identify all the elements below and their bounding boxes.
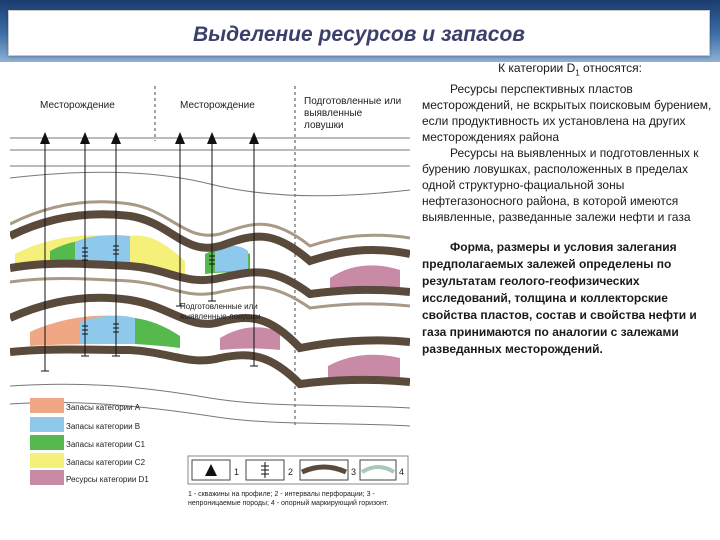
slide-header [0, 0, 720, 62]
middle-traps-label: Подготовленные или выявленные ловушки [180, 302, 261, 321]
header-field-middle: Месторождение [180, 100, 255, 111]
legend-label-c1: Запасы категории С1 [66, 440, 146, 449]
zone-d1 [220, 327, 280, 350]
symbol-number-3: 3 [351, 467, 357, 477]
header-field-left: Месторождение [40, 100, 115, 111]
legend-swatch-d1 [30, 470, 64, 485]
slide-title: Выделение ресурсов и запасов [193, 23, 525, 46]
symbol-number-4: 4 [399, 467, 405, 477]
symbol-number-2: 2 [288, 467, 294, 477]
zone-b [80, 316, 135, 344]
header-traps: Подготовленные или выявленные ловушки [304, 96, 402, 131]
legend-label-d1: Ресурсы категории D1 [66, 475, 149, 484]
legend-swatch-b [30, 417, 64, 432]
geologic-section-diagram [10, 86, 410, 536]
legend-swatch-c1 [30, 435, 64, 450]
marker-line [10, 172, 410, 196]
panel-paragraph-2: Ресурсы на выявленных и подготовленных к бурению ловушках, расположенных в пределах одной структурно-фациальной зоны нефтегазоносного района, в которой имеются выявленные, разведанные залежи нефти и газа [422, 146, 699, 225]
legend-label-a: Запасы категории А [66, 403, 141, 412]
zone-d1 [328, 355, 400, 378]
panel-heading: К категории $D_1$ относятся: [498, 61, 642, 78]
legend-label-b: Запасы категории В [66, 422, 141, 431]
panel-paragraph-1: Ресурсы перспективных пластов месторождений, не вскрытых поисковым бурением, если продуктивность их установлена на других месторождениях района [422, 82, 712, 145]
symbol-footnote: 1 - скважины на профиле; 2 - интервалы перфорации; 3 - непроницаемые породы; 4 - опорный маркирующий горизонт. [188, 491, 389, 507]
right-text-panel [422, 60, 718, 358]
zone-c1 [135, 318, 180, 348]
legend-swatch-c2 [30, 453, 64, 468]
title-bar [8, 10, 710, 56]
legend-swatch-a [30, 398, 64, 413]
legend-label-c2: Запасы категории С2 [66, 458, 146, 467]
symbol-number-1: 1 [234, 467, 240, 477]
panel-paragraph-3: Форма, размеры и условия залегания предполагаемых залежей определены по результатам геолого-геофизических исследований, толщина и коллекторские свойства пластов, состав и свойства нефти и газа принимаются по аналогии с залежами разведанных месторождений. [422, 240, 697, 357]
